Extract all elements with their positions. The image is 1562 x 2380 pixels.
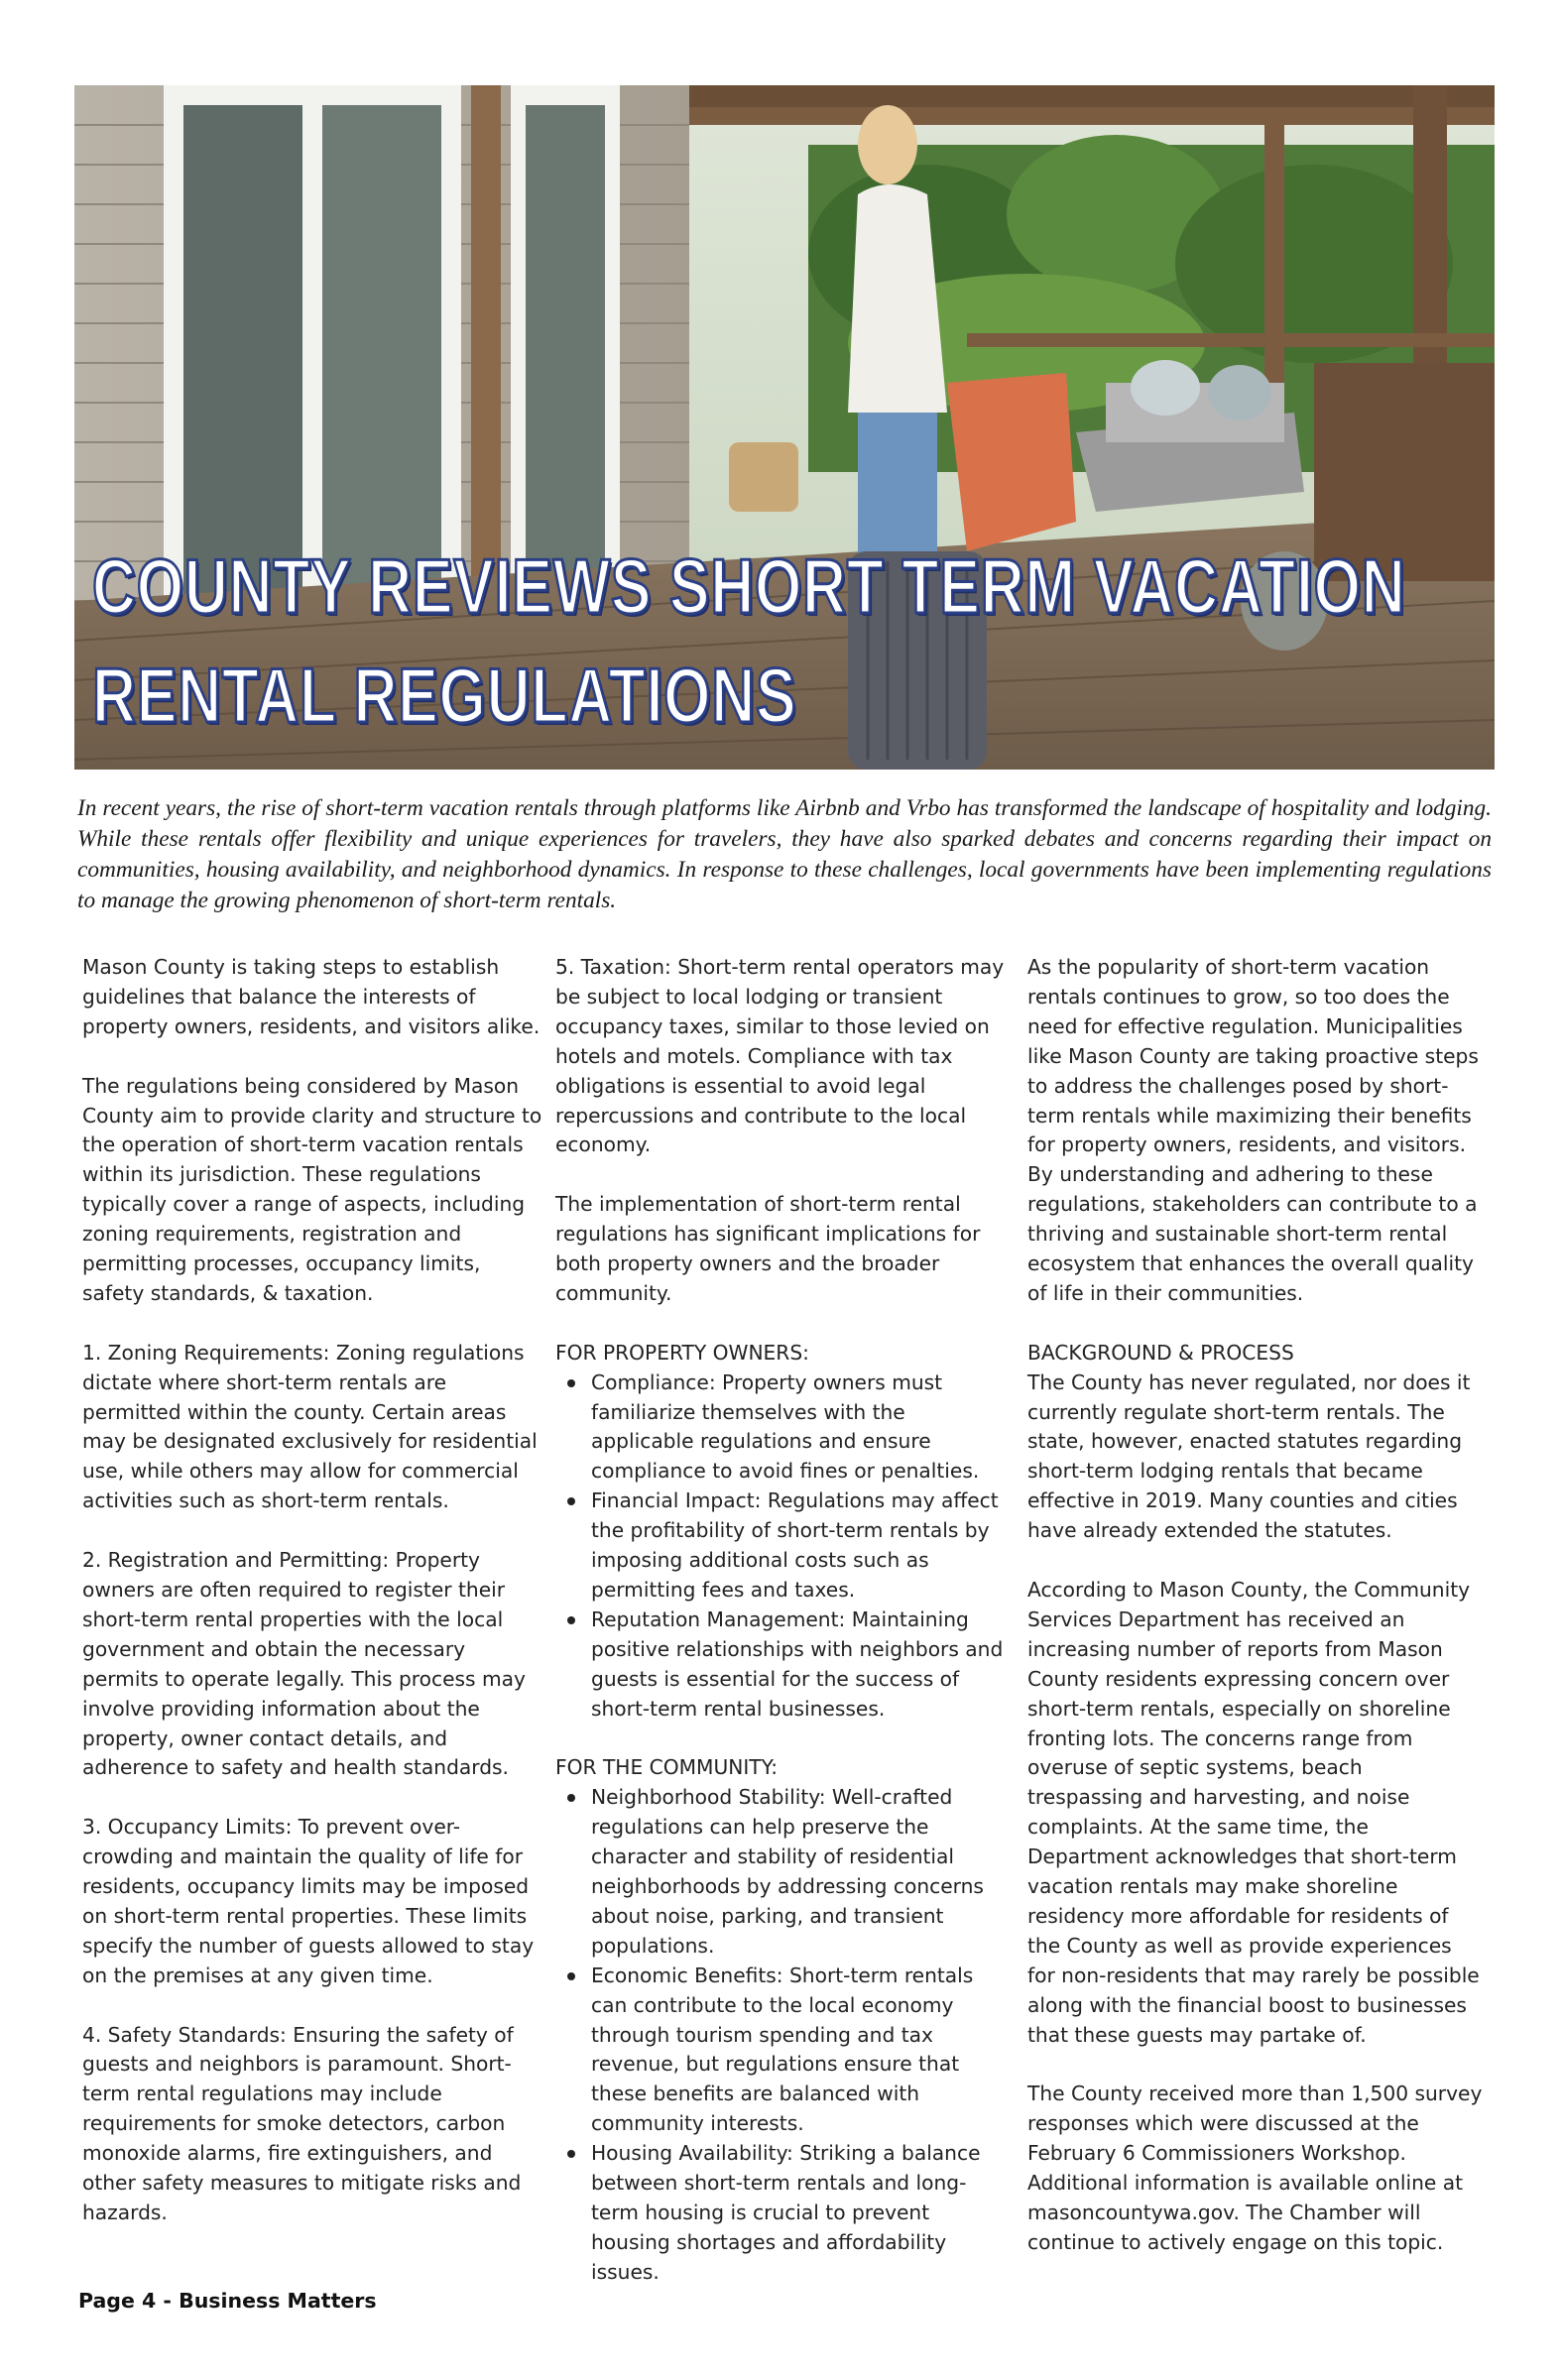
list-item [591,1962,1012,2139]
list-item-text: Housing Availability: Striking a balance between short-term rentals and long-term housing is crucial to prevent housing shortages and affordability issues. [591,2141,981,2284]
article-title-line-2: RENTAL REGULATIONS [92,652,797,739]
list-item-text: Financial Impact: Regulations may affect the profitability of short-term rentals by imposing additional costs such as permitting fees and taxes. [591,1488,999,1602]
list-item [591,2139,1012,2288]
col3-paragraph-popularity: As the popularity of short-term vacation rentals continues to grow, so too does the need for effective regulation. Municipalities like Mason County are taking proactive steps to address the challenges posed by short-term rentals while maximizing their benefits for property owners, residents, and visitors. By understanding and adhering to these regulations, stakeholders can contribute to a thriving and sustainable short-term rental ecosystem that enhances the overall quality of life in their communities. [1027,955,1479,1305]
bullet-icon [567,1616,575,1624]
list-item [591,1368,1012,1488]
col1-paragraph-regulations: The regulations being considered by Mason County aim to provide clarity and structure to the operation of short-term vacation rentals within its jurisdiction. These regulations typically cover a range of aspects, including zoning requirements, registration and permitting processes, occupancy limits, safety standards, & taxation. [82,1073,542,1305]
list-item [591,1783,1012,1961]
article-title-line-1: COUNTY REVIEWS SHORT TERM VACATION [92,542,1406,630]
col3-paragraph-reports: According to Mason County, the Community Services Department has received an increasing number of reports from Mason County residents expressing concern over short-term rentals, especially on shoreline fronting lots. The concerns range from overuse of septic systems, beach trespassing and harvesting, and noise complaints. At the same time, the Department acknowledges that short-term vacation rentals may make shoreline residency more affordable for residents of the County as well as provide experiences for non-residents that may rarely be possible along with the financial boost to businesses that these guests may partake of. [1027,1578,1480,2047]
column-3 [1027,953,1484,2258]
bullet-icon [567,1497,575,1505]
bullet-icon [567,2150,575,2158]
bullet-icon [567,1972,575,1980]
list-item-text: Neighborhood Stability: Well-crafted regulations can help preserve the character and stability of residential neighborhoods by addressing concerns about noise, parking, and transient populations. [591,1785,984,1958]
owners-heading: FOR PROPERTY OWNERS: [555,1340,809,1365]
column-2 [555,953,1012,2288]
col1-paragraph-intro: Mason County is taking steps to establish guidelines that balance the interests of property owners, residents, and visitors alike. [82,955,541,1038]
list-item-text: Economic Benefits: Short-term rentals can contribute to the local economy through tourism spending and tax revenue, but regulations ensure that these benefits are balanced with community interests. [591,1963,974,2136]
column-1 [82,953,544,2228]
col3-paragraph-background: The County has never regulated, nor does it currently regulate short-term rentals. The state, however, enacted statutes regarding short-term lodging rentals that became effective in 2019. Many counties and cities have already extended the statutes. [1027,1369,1471,1543]
bullet-icon [567,1379,575,1387]
lead-paragraph: In recent years, the rise of short-term vacation rentals through platforms like Airbnb and Vrbo has transformed the landscape of hospitality and lodging. While these rentals offer flexibility and unique experiences for travelers, they have also sparked debates and concerns regarding their impact on communities, housing availability, and neighborhood dynamics. In response to these challenges, local governments have been implementing regulations to manage the growing phenomenon of short-term rentals. [77,795,1492,913]
community-heading: FOR THE COMMUNITY: [555,1755,779,1780]
col1-paragraph-zoning: 1. Zoning Requirements: Zoning regulations dictate where short-term rentals are permitted within the county. Certain areas may be designated exclusively for residential use, while others may allow for commercial activities such as short-term rentals. [82,1340,538,1513]
list-item-text: Compliance: Property owners must familiarize themselves with the applicable regulations and ensure compliance to avoid fines or penalties. [591,1369,980,1484]
list-item [591,1606,1012,1725]
col1-paragraph-registration: 2. Registration and Permitting: Property owners are often required to register their short-term rental properties with the local government and obtain the necessary permits to operate legally. This process may involve providing information about the property, owner contact details, and adherence to safety and health standards. [82,1548,526,1780]
col1-paragraph-occupancy: 3. Occupancy Limits: To prevent over-crowding and maintain the quality of life for residents, occupancy limits may be imposed on short-term rental properties. These limits specify the number of guests allowed to stay on the premises at any given time. [82,1815,535,1987]
col1-paragraph-safety: 4. Safety Standards: Ensuring the safety of guests and neighbors is paramount. Short-term rental regulations may include requirements for smoke detectors, carbon monoxide alarms, fire extinguishers, and other safety measures to mitigate risks and hazards. [82,2022,522,2224]
bullet-icon [567,1794,575,1802]
article-title [92,532,1485,750]
list-item [591,1487,1012,1606]
background-heading: BACKGROUND & PROCESS [1027,1340,1294,1365]
page-footer: Page 4 - Business Matters [78,2289,377,2313]
hero-photo [74,85,1495,770]
community-list [555,1783,1012,2287]
list-item-text: Reputation Management: Maintaining positive relationships with neighbors and guests is essential for the success of short-term rental businesses. [591,1606,1004,1721]
owners-list [555,1368,1012,1725]
col2-paragraph-taxation: 5. Taxation: Short-term rental operators may be subject to local lodging or transient occupancy taxes, similar to those levied on hotels and motels. Compliance with tax obligations is essential to avoid legal repercussions and contribute to the local economy. [555,955,1005,1157]
col3-paragraph-survey: The County received more than 1,500 survey responses which were discussed at the February 6 Commissioners Workshop. Additional information is available online at masoncountywa.gov. The Chamber will continue to actively engage on this topic. [1027,2082,1483,2254]
col2-paragraph-implications: The implementation of short-term rental regulations has significant implications for both property owners and the broader community. [555,1192,981,1305]
